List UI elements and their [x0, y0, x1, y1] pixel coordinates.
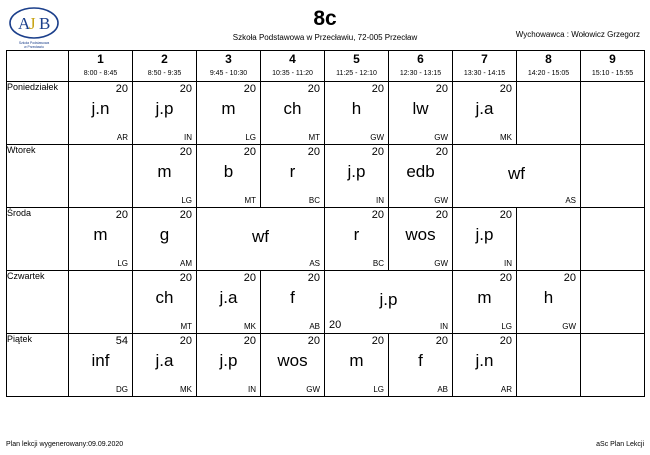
timetable-row — [7, 271, 645, 334]
lesson-cell[interactable] — [197, 145, 261, 208]
lesson-room: 20 — [307, 335, 320, 347]
lesson-subject: m — [477, 288, 492, 307]
lesson-teacher: LG — [117, 259, 128, 268]
lesson-teacher: AR — [116, 133, 128, 142]
timetable — [6, 50, 645, 397]
timetable-row — [7, 208, 645, 271]
lesson-teacher: AB — [309, 322, 320, 331]
period-number: 5 — [325, 51, 389, 68]
lesson-cell[interactable] — [453, 82, 517, 145]
lesson-teacher: AS — [309, 259, 320, 268]
lesson-teacher: IN — [504, 259, 512, 268]
lesson-subject: j.a — [155, 351, 174, 370]
lesson-subject: j.p — [347, 162, 366, 181]
lesson-teacher: AB — [437, 385, 448, 394]
svg-text:B: B — [39, 14, 51, 33]
day-label: Wtorek — [7, 145, 69, 208]
lesson-room: 20 — [179, 146, 192, 158]
lesson-cell[interactable] — [453, 208, 517, 271]
lesson-teacher: GW — [434, 196, 448, 205]
period-time-row — [7, 67, 645, 82]
period-time: 14:20 - 15:05 — [517, 67, 581, 82]
timetable-row — [7, 334, 645, 397]
lesson-room: 20 — [243, 83, 256, 95]
lesson-teacher: MK — [244, 322, 256, 331]
period-time: 15:10 - 15:55 — [581, 67, 645, 82]
lesson-cell[interactable] — [261, 145, 325, 208]
lesson-cell[interactable] — [197, 271, 261, 334]
period-number: 1 — [69, 51, 133, 68]
lesson-cell[interactable] — [453, 334, 517, 397]
lesson-cell[interactable] — [517, 271, 581, 334]
lesson-subject: b — [223, 162, 234, 181]
lesson-subject: j.p — [379, 290, 398, 309]
lesson-subject: m — [93, 225, 108, 244]
lesson-subject: h — [543, 288, 554, 307]
page-title: 8c — [313, 7, 337, 30]
lesson-cell-empty[interactable] — [517, 334, 581, 397]
lesson-cell-empty[interactable] — [581, 271, 645, 334]
lesson-room: 20 — [499, 83, 512, 95]
lesson-subject: wf — [508, 164, 525, 183]
period-time: 10:35 - 11:20 — [261, 67, 325, 82]
svg-text:A: A — [18, 14, 31, 33]
lesson-teacher: IN — [440, 322, 448, 331]
lesson-teacher: MK — [180, 385, 192, 394]
period-time: 8:50 - 9:35 — [133, 67, 197, 82]
lesson-subject: m — [157, 162, 172, 181]
lesson-cell[interactable] — [197, 82, 261, 145]
lesson-room: 20 — [115, 209, 128, 221]
lesson-cell[interactable] — [133, 145, 197, 208]
lesson-room: 20 — [563, 272, 576, 284]
lesson-cell[interactable] — [69, 208, 133, 271]
svg-text:Szkoła Podstawowa: Szkoła Podstawowa — [18, 41, 50, 45]
lesson-teacher: LG — [245, 133, 256, 142]
lesson-teacher: IN — [248, 385, 256, 394]
lesson-room: 20 — [499, 209, 512, 221]
lesson-room: 54 — [115, 335, 128, 347]
period-number: 4 — [261, 51, 325, 68]
corner-cell — [7, 51, 69, 68]
school-name: Szkoła Podstawowa w Przecławiu, 72-005 Przecław — [232, 33, 418, 42]
lesson-room: 20 — [329, 319, 342, 331]
lesson-subject: h — [351, 99, 362, 118]
lesson-cell[interactable] — [389, 82, 453, 145]
lesson-room: 20 — [435, 146, 448, 158]
lesson-cell-empty[interactable] — [581, 334, 645, 397]
lesson-subject: wos — [405, 225, 436, 244]
lesson-cell[interactable] — [133, 334, 197, 397]
lesson-subject: j.a — [219, 288, 238, 307]
lesson-cell[interactable] — [133, 271, 197, 334]
lesson-room: 20 — [499, 272, 512, 284]
lesson-teacher: GW — [434, 133, 448, 142]
day-label: Środa — [7, 208, 69, 271]
lesson-subject: edb — [406, 162, 435, 181]
lesson-room: 20 — [307, 83, 320, 95]
lesson-subject: j.p — [155, 99, 174, 118]
lesson-teacher: MT — [244, 196, 256, 205]
lesson-cell[interactable] — [197, 334, 261, 397]
lesson-room: 20 — [243, 272, 256, 284]
lesson-teacher: BC — [372, 259, 384, 268]
lesson-subject: wos — [277, 351, 308, 370]
lesson-teacher: AS — [565, 196, 576, 205]
homeroom-teacher — [516, 30, 640, 39]
lesson-cell-empty[interactable] — [69, 271, 133, 334]
day-label: Piątek — [7, 334, 69, 397]
lesson-cell[interactable] — [389, 208, 453, 271]
lesson-cell[interactable] — [261, 82, 325, 145]
lesson-teacher: GW — [370, 133, 384, 142]
lesson-cell[interactable] — [133, 208, 197, 271]
lesson-teacher: IN — [184, 133, 192, 142]
lesson-teacher: IN — [376, 196, 384, 205]
lesson-room: 20 — [115, 83, 128, 95]
lesson-cell-empty[interactable] — [581, 208, 645, 271]
lesson-cell[interactable] — [133, 82, 197, 145]
lesson-subject: j.a — [475, 99, 494, 118]
page-footer — [6, 441, 644, 453]
svg-text:w Przecławiu: w Przecławiu — [24, 45, 44, 49]
lesson-room: 20 — [371, 335, 384, 347]
lesson-room: 20 — [307, 146, 320, 158]
lesson-cell-wide[interactable] — [197, 208, 325, 271]
lesson-subject: g — [159, 225, 170, 244]
lesson-room: 20 — [435, 335, 448, 347]
period-number: 8 — [517, 51, 581, 68]
period-number: 6 — [389, 51, 453, 68]
lesson-cell[interactable] — [325, 334, 389, 397]
lesson-cell[interactable] — [325, 208, 389, 271]
lesson-room: 20 — [435, 83, 448, 95]
lesson-cell[interactable] — [69, 334, 133, 397]
homeroom-teacher-name: Wołowicz Grzegorz — [571, 30, 640, 39]
lesson-room: 20 — [243, 146, 256, 158]
timetable-header — [7, 51, 645, 82]
lesson-teacher: MT — [180, 322, 192, 331]
lesson-subject: j.n — [475, 351, 494, 370]
homeroom-teacher-label: Wychowawca : — [515, 30, 569, 39]
page-header — [6, 4, 644, 48]
lesson-cell[interactable] — [389, 145, 453, 208]
period-number: 7 — [453, 51, 517, 68]
period-number-row — [7, 51, 645, 68]
lesson-teacher: LG — [181, 196, 192, 205]
lesson-subject: j.n — [91, 99, 110, 118]
lesson-teacher: AR — [500, 385, 512, 394]
lesson-teacher: BC — [308, 196, 320, 205]
lesson-subject: f — [418, 351, 423, 370]
lesson-teacher: AM — [180, 259, 192, 268]
period-time: 12:30 - 13:15 — [389, 67, 453, 82]
lesson-room: 20 — [371, 83, 384, 95]
period-number: 3 — [197, 51, 261, 68]
lesson-cell-empty[interactable] — [581, 82, 645, 145]
lesson-cell[interactable] — [261, 271, 325, 334]
lesson-cell[interactable] — [261, 334, 325, 397]
timetable-row — [7, 82, 645, 145]
lesson-cell-wide[interactable] — [453, 145, 581, 208]
lesson-teacher: LG — [501, 322, 512, 331]
corner-cell-2 — [7, 67, 69, 82]
day-label: Poniedziałek — [7, 82, 69, 145]
lesson-teacher: LG — [373, 385, 384, 394]
timetable-body — [7, 82, 645, 397]
lesson-cell[interactable] — [325, 82, 389, 145]
period-number: 2 — [133, 51, 197, 68]
period-time: 8:00 - 8:45 — [69, 67, 133, 82]
lesson-teacher: GW — [434, 259, 448, 268]
lesson-room: 20 — [179, 83, 192, 95]
lesson-teacher: DG — [116, 385, 128, 394]
lesson-cell[interactable] — [453, 271, 517, 334]
lesson-room: 20 — [371, 209, 384, 221]
lesson-room: 20 — [179, 209, 192, 221]
timetable-row — [7, 145, 645, 208]
software-credit: aSc Plan Lekcji — [596, 441, 644, 448]
period-time: 9:45 - 10:30 — [197, 67, 261, 82]
period-time: 13:30 - 14:15 — [453, 67, 517, 82]
period-number: 9 — [581, 51, 645, 68]
school-logo-icon — [8, 6, 60, 52]
lesson-room: 20 — [243, 335, 256, 347]
lesson-room: 20 — [371, 146, 384, 158]
period-time: 11:25 - 12:10 — [325, 67, 389, 82]
lesson-room: 20 — [435, 209, 448, 221]
lesson-cell-empty[interactable] — [69, 145, 133, 208]
svg-text:J: J — [29, 14, 36, 33]
lesson-subject: ch — [283, 99, 302, 118]
lesson-subject: ch — [155, 288, 174, 307]
lesson-subject: m — [349, 351, 364, 370]
lesson-subject: f — [290, 288, 295, 307]
lesson-subject: inf — [91, 351, 110, 370]
lesson-cell[interactable] — [389, 334, 453, 397]
lesson-room: 20 — [179, 335, 192, 347]
lesson-teacher: MK — [500, 133, 512, 142]
lesson-teacher: GW — [306, 385, 320, 394]
lesson-subject: lw — [412, 99, 429, 118]
lesson-room: 20 — [307, 272, 320, 284]
lesson-cell[interactable] — [69, 82, 133, 145]
lesson-subject: r — [353, 225, 360, 244]
lesson-teacher: GW — [562, 322, 576, 331]
lesson-subject: j.p — [219, 351, 238, 370]
lesson-subject: m — [221, 99, 236, 118]
lesson-cell-empty[interactable] — [581, 145, 645, 208]
lesson-cell-wide[interactable] — [325, 271, 453, 334]
lesson-teacher: MT — [308, 133, 320, 142]
lesson-cell-empty[interactable] — [517, 82, 581, 145]
lesson-subject: r — [289, 162, 296, 181]
lesson-subject: j.p — [475, 225, 494, 244]
lesson-cell-empty[interactable] — [517, 208, 581, 271]
lesson-room: 20 — [499, 335, 512, 347]
lesson-subject: wf — [252, 227, 269, 246]
day-label: Czwartek — [7, 271, 69, 334]
lesson-room: 20 — [179, 272, 192, 284]
lesson-cell[interactable] — [325, 145, 389, 208]
generated-info: Plan lekcji wygenerowany:09.09.2020 — [6, 441, 124, 448]
